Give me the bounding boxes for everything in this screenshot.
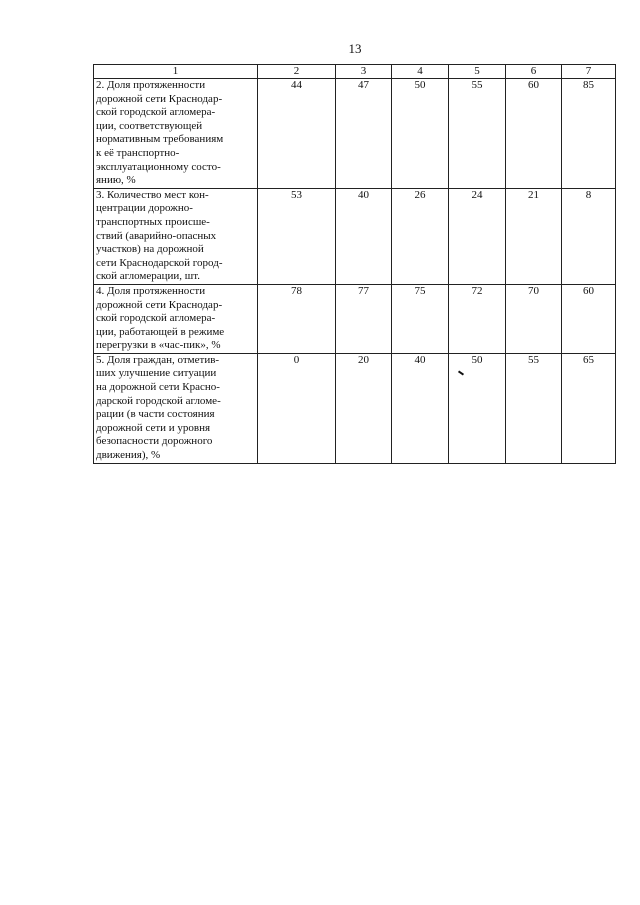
description-line: нормативным требованиям: [96, 133, 224, 146]
value-cell: 72: [449, 284, 506, 353]
value-cell: 24: [449, 188, 506, 284]
description-line: участков) на дорожной: [96, 243, 204, 256]
value-cell: 65: [562, 353, 616, 463]
table-row: [94, 284, 616, 353]
description-line: сети Краснодарской город-: [96, 256, 223, 269]
column-header: 4: [392, 65, 449, 79]
description-line: ших улучшение ситуации: [96, 367, 217, 380]
value-cell: 78: [258, 284, 336, 353]
description-line: 4. Доля протяженности: [96, 284, 206, 297]
value-cell: 8: [562, 188, 616, 284]
value-cell: 75: [392, 284, 449, 353]
description-line: дорожной сети Краснодар-: [96, 92, 223, 105]
description-line: дорожной сети и уровня: [96, 421, 211, 434]
indicators-table: [93, 64, 616, 464]
description-line: 5. Доля граждан, отметив-: [96, 353, 220, 366]
value-cell: 70: [506, 284, 562, 353]
value-cell: 26: [392, 188, 449, 284]
value-cell: 20: [336, 353, 392, 463]
value-cell: 77: [336, 284, 392, 353]
column-header: 3: [336, 65, 392, 79]
table-row: [94, 79, 616, 189]
column-header: 1: [94, 65, 258, 79]
indicator-description: [94, 284, 258, 353]
value-cell: 40: [392, 353, 449, 463]
column-header: 2: [258, 65, 336, 79]
description-line: безопасности дорожного: [96, 435, 213, 448]
description-line: ской городской агломера-: [96, 312, 216, 325]
description-line: 3. Количество мест кон-: [96, 188, 209, 201]
description-line: к её транспортно-: [96, 146, 180, 159]
description-line: эксплуатационному состо-: [96, 160, 221, 173]
description-line: перегрузки в «час-пик», %: [96, 339, 221, 352]
description-line: движения), %: [96, 449, 161, 462]
description-line: 2. Доля протяженности: [96, 79, 206, 91]
description-line: ции, соответствующей: [96, 119, 203, 132]
description-line: транспортных происше-: [96, 215, 210, 228]
column-header: 6: [506, 65, 562, 79]
value-cell: 0: [258, 353, 336, 463]
description-line: ской агломерации, шт.: [96, 270, 201, 283]
indicator-description: [94, 188, 258, 284]
table-row: [94, 353, 616, 463]
value-cell: 50: [449, 353, 506, 463]
indicator-description: [94, 353, 258, 463]
value-cell: 21: [506, 188, 562, 284]
table-header-row: [94, 65, 616, 79]
value-cell: 40: [336, 188, 392, 284]
column-header: 7: [562, 65, 616, 79]
column-header: 5: [449, 65, 506, 79]
description-line: ствий (аварийно-опасных: [96, 229, 217, 242]
description-line: ции, работающей в режиме: [96, 325, 225, 338]
value-cell: 55: [506, 353, 562, 463]
description-line: ской городской агломера-: [96, 106, 216, 119]
value-cell: 53: [258, 188, 336, 284]
description-line: дорожной сети Краснодар-: [96, 298, 223, 311]
description-line: янию, %: [96, 174, 136, 187]
description-line: рации (в части состояния: [96, 408, 215, 421]
page-number: 13: [348, 41, 362, 56]
description-line: дарской городской агломе-: [96, 394, 221, 407]
description-line: центрации дорожно-: [96, 202, 193, 215]
value-cell: 85: [562, 79, 616, 189]
value-cell: 47: [336, 79, 392, 189]
value-cell: 55: [449, 79, 506, 189]
value-cell: 50: [392, 79, 449, 189]
description-line: на дорожной сети Красно-: [96, 381, 220, 394]
value-cell: 60: [506, 79, 562, 189]
value-cell: 60: [562, 284, 616, 353]
indicator-description: [94, 79, 258, 189]
value-cell: 44: [258, 79, 336, 189]
table-row: [94, 188, 616, 284]
